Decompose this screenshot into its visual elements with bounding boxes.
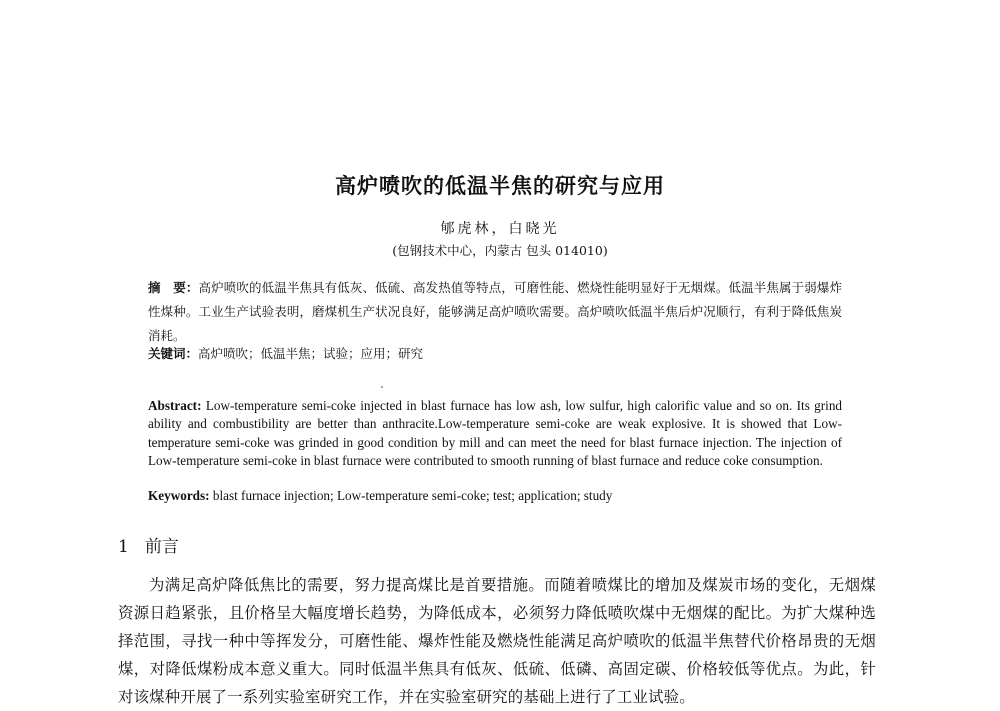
section-number: 1 — [118, 537, 129, 557]
chinese-keywords-text: 高炉喷吹；低温半焦；试验；应用；研究 — [198, 346, 424, 361]
chinese-abstract-label: 摘 要： — [148, 280, 199, 295]
chinese-keywords — [148, 344, 842, 364]
chinese-keywords-label: 关键词： — [148, 346, 199, 361]
paper-affiliation: (包钢技术中心，内蒙古 包头 014010) — [392, 243, 608, 258]
paper-title: 高炉喷吹的低温半焦的研究与应用 — [335, 174, 665, 198]
section-heading — [118, 532, 179, 557]
paper-authors: 郇虎林，白晓光 — [440, 221, 560, 237]
chinese-abstract — [148, 276, 842, 348]
section-title: 前言 — [144, 537, 179, 557]
english-keywords — [148, 487, 842, 505]
english-keywords-label: Keywords: — [148, 488, 210, 503]
english-abstract-label: Abstract: — [148, 398, 202, 413]
english-abstract — [148, 397, 842, 470]
english-abstract-text: Low-temperature semi-coke injected in blast furnace has low ash, low sulfur, high calorific value and so on. Its grind ability and combustibility are better than anthracite.Low-temperature semi-coke are weak explosive. It is showed that Low-temperature semi-coke was grinded in good condition by mill and can meet the need for blast furnace injection. The injection of Low-temperature semi-coke in blast furnace were contributed to smooth running of blast furnace and reduce coke consumption. — [148, 398, 843, 468]
scan-speck — [381, 386, 383, 388]
chinese-abstract-text: 高炉喷吹的低温半焦具有低灰、低硫、高发热值等特点，可磨性能、燃烧性能明显好于无烟煤。低温半焦属于弱爆炸性煤种。工业生产试验表明，磨煤机生产状况良好，能够满足高炉喷吹需要。高炉喷吹低温半焦后炉况顺行，有利于降低焦炭消耗。 — [148, 280, 842, 343]
english-keywords-text: blast furnace injection; Low-temperature semi-coke; test; application; study — [212, 488, 613, 503]
intro-paragraph: 为满足高炉降低焦比的需要，努力提高煤比是首要措施。而随着喷煤比的增加及煤炭市场的变化，无烟煤资源日趋紧张，且价格呈大幅度增长趋势，为降低成本，必须努力降低喷吹煤中无烟煤的配比。为扩大煤种选择范围，寻找一种中等挥发分，可磨性能、爆炸性能及燃烧性能满足高炉喷吹的低温半焦替代价格昂贵的无烟煤，对降低煤粉成本意义重大。同时低温半焦具有低灰、低硫、低磷、高固定碳、价格较低等优点。为此，针对该煤种开展了一系列实验室研究工作，并在实验室研究的基础上进行了工业试验。 — [118, 576, 876, 706]
